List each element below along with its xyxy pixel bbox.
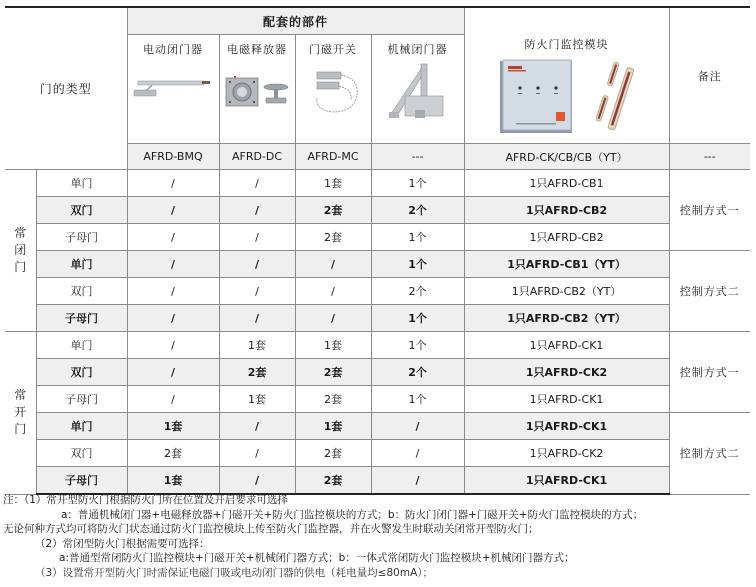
electric-closer-qty: / [127, 278, 219, 305]
monitor-module-cell: 1只AFRD-CK2 [464, 440, 669, 467]
mechanical-closer-qty: / [371, 440, 464, 467]
monitor-module-label: 防火门监控模块 [524, 38, 609, 51]
monitor-module-cell: 1只AFRD-CB2（YT） [464, 278, 669, 305]
em-release-qty: / [219, 467, 295, 495]
door-type-cell: 子母门 [36, 467, 127, 495]
door-group-label-char: 常 [14, 388, 27, 403]
door-type-cell: 子母门 [36, 386, 127, 413]
monitor-module-cell: 1只AFRD-CB2 [464, 197, 669, 224]
mechanical-closer-qty: 2个 [371, 197, 464, 224]
door-switch-qty: / [295, 278, 371, 305]
door-group-label-char: 常 [14, 226, 27, 240]
column-name: 电动闭门器 [143, 43, 204, 56]
model-electric-closer: AFRD-BMQ [127, 144, 219, 170]
note-1a: a：普通机械闭门器+电磁释放器+门磁开关+防火门监控模块的方式；b：防火门闭门器+门磁开关+防火门监控模块的方式； [61, 508, 644, 521]
door-type-cell: 单门 [36, 170, 127, 197]
door-magnetic-switch-image [303, 68, 363, 116]
door-group-label-char: 门 [14, 260, 27, 274]
table-row [5, 467, 750, 495]
monitor-module-cell: 1只AFRD-CK1 [464, 332, 669, 359]
electric-closer-qty: / [127, 197, 219, 224]
model-mechanical-closer: --- [371, 144, 464, 170]
door-group-label-char: 门 [14, 422, 27, 437]
monitor-module-cell: 1只AFRD-CK1 [464, 386, 669, 413]
table-row [5, 359, 750, 386]
mechanical-closer-qty: 1个 [371, 386, 464, 413]
door-type-cell: 双门 [36, 278, 127, 305]
mechanical-closer-qty: 2个 [371, 278, 464, 305]
door-type-header [5, 7, 127, 170]
mechanical-door-closer-image [387, 60, 449, 124]
door-type-header-label: 门的类型 [39, 82, 92, 96]
door-sensor-bars-image [596, 61, 636, 131]
monitor-module-cell: 1只AFRD-CK1 [464, 467, 669, 495]
column-header-em-release [219, 35, 295, 144]
components-group-header [127, 7, 464, 35]
mechanical-closer-qty: / [371, 467, 464, 495]
remark-header-label: 备注 [697, 69, 722, 83]
note-1-summary: 无论何种方式均可将防火门状态通过防火门监控模块上传至防火门监控器，并在火警发生时联动关闭常开型防火门； [3, 523, 539, 535]
footnotes [3, 493, 753, 580]
door-switch-qty: 1套 [295, 170, 371, 197]
door-group-label [5, 332, 36, 495]
monitor-module-cell: 1只AFRD-CB1（YT） [464, 251, 669, 278]
electric-closer-qty: / [127, 305, 219, 332]
door-type-cell: 双门 [36, 197, 127, 224]
door-type-cell: 单门 [36, 413, 127, 440]
control-mode-remark: 控制方式二 [669, 251, 750, 332]
em-release-qty: / [219, 251, 295, 278]
monitor-module-cell: 1只AFRD-CB2（YT） [464, 305, 669, 332]
door-switch-qty: 1套 [295, 332, 371, 359]
em-release-qty: 1套 [219, 386, 295, 413]
monitor-module-cell: 1只AFRD-CB2 [464, 224, 669, 251]
electric-closer-qty: 1套 [127, 413, 219, 440]
electric-closer-qty: / [127, 359, 219, 386]
em-release-qty: 1套 [219, 332, 295, 359]
em-release-qty: / [219, 170, 295, 197]
door-group-label-char: 闭 [14, 243, 27, 257]
column-name: 门磁开关 [309, 43, 358, 56]
control-mode-remark: 控制方式一 [669, 170, 750, 251]
door-switch-qty: / [295, 251, 371, 278]
table-row [5, 440, 750, 467]
electric-closer-qty: / [127, 332, 219, 359]
door-switch-qty: 1套 [295, 413, 371, 440]
mechanical-closer-qty: / [371, 413, 464, 440]
door-type-cell: 双门 [36, 440, 127, 467]
mechanical-closer-qty: 1个 [371, 170, 464, 197]
table-row [5, 251, 750, 278]
monitor-module-box-image [498, 58, 574, 134]
table-row [5, 170, 750, 197]
door-type-cell: 单门 [36, 251, 127, 278]
monitor-module-cell: 1只AFRD-CK1 [464, 413, 669, 440]
mechanical-closer-qty: 1个 [371, 251, 464, 278]
table-row [5, 386, 750, 413]
electric-closer-qty: / [127, 251, 219, 278]
em-release-qty: / [219, 440, 295, 467]
components-group-label: 配套的部件 [263, 14, 329, 29]
table-row [5, 305, 750, 332]
door-switch-qty: 2套 [295, 467, 371, 495]
table-row [5, 332, 750, 359]
electric-door-closer-image [132, 77, 214, 107]
mechanical-closer-qty: 1个 [371, 332, 464, 359]
door-group-label-char: 开 [14, 405, 27, 420]
column-name: 电磁释放器 [227, 43, 288, 56]
door-switch-qty: 2套 [295, 440, 371, 467]
door-switch-qty: 2套 [295, 224, 371, 251]
door-switch-qty: 2套 [295, 386, 371, 413]
mechanical-closer-qty: 1个 [371, 305, 464, 332]
em-release-qty: 2套 [219, 359, 295, 386]
mechanical-closer-qty: 2个 [371, 359, 464, 386]
mechanical-closer-qty: 1个 [371, 224, 464, 251]
electric-closer-qty: / [127, 170, 219, 197]
door-switch-qty: 2套 [295, 359, 371, 386]
em-release-qty: / [219, 197, 295, 224]
note-1: 注：（1）常开型防火门根据防火门所在位置及开启要求可选择 [3, 494, 288, 506]
note-2a: a:普通型常闭防火门监控模块+门磁开关+机械闭门器方式；b：一体式常闭防火门监控模块+机械闭门器方式； [59, 552, 575, 564]
door-type-cell: 双门 [36, 359, 127, 386]
model-remark: --- [669, 144, 750, 170]
monitor-module-cell: 1只AFRD-CK2 [464, 359, 669, 386]
electric-closer-qty: 2套 [127, 440, 219, 467]
column-header-mechanical-closer [371, 35, 464, 144]
monitor-module-header [464, 7, 669, 144]
monitor-module-cell: 1只AFRD-CB1 [464, 170, 669, 197]
fire-door-configuration-table [5, 6, 750, 495]
em-release-qty: / [219, 413, 295, 440]
door-type-cell: 单门 [36, 332, 127, 359]
note-3: （3）设置常开型防火门时需保证电磁门吸或电动闭门器的供电（耗电量均≤80mA）； [35, 566, 433, 579]
electric-closer-qty: / [127, 224, 219, 251]
em-release-qty: / [219, 224, 295, 251]
table-row [5, 224, 750, 251]
table-row [5, 413, 750, 440]
model-door-switch: AFRD-MC [295, 144, 371, 170]
door-switch-qty: 2套 [295, 197, 371, 224]
electromagnetic-release-image [224, 75, 290, 109]
model-monitor-module: AFRD-CK/CB/CB（YT） [464, 144, 669, 170]
em-release-qty: / [219, 305, 295, 332]
door-group-label [5, 170, 36, 332]
electric-closer-qty: / [127, 386, 219, 413]
table-row [5, 197, 750, 224]
model-em-release: AFRD-DC [219, 144, 295, 170]
column-name: 机械闭门器 [387, 43, 448, 56]
control-mode-remark: 控制方式一 [669, 332, 750, 413]
control-mode-remark: 控制方式二 [669, 413, 750, 495]
column-header-door-switch [295, 35, 371, 144]
table-row [5, 278, 750, 305]
electric-closer-qty: 1套 [127, 467, 219, 495]
door-type-cell: 子母门 [36, 305, 127, 332]
remark-header [669, 7, 750, 144]
em-release-qty: / [219, 278, 295, 305]
note-2: （2）常闭型防火门根据需要可选择： [35, 537, 210, 550]
door-type-cell: 子母门 [36, 224, 127, 251]
column-header-electric-closer [127, 35, 219, 144]
door-switch-qty: / [295, 305, 371, 332]
